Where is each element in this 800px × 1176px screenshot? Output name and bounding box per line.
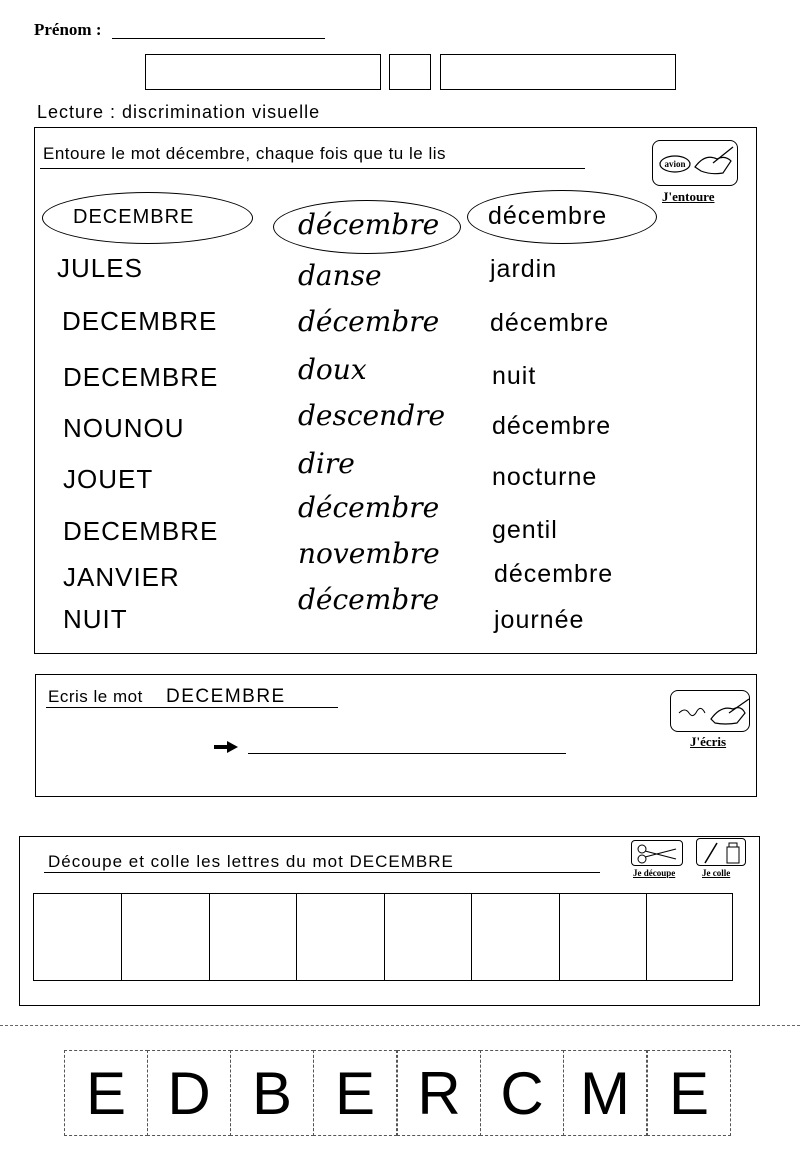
word-col1-1[interactable]: JULES — [57, 253, 143, 283]
letter-tile-4[interactable]: E — [313, 1050, 397, 1136]
exercise-circle-instruction: Entoure le mot décembre, chaque fois que tu le lis — [43, 144, 446, 163]
word-col1-8[interactable]: NUIT — [63, 604, 128, 634]
write-instruction-text: Ecris le mot — [48, 687, 143, 706]
letter-tile-8[interactable]: E — [647, 1050, 731, 1136]
prenom-line[interactable] — [112, 20, 325, 39]
word-col3-3[interactable]: nuit — [492, 362, 537, 390]
exercise-cut-instruction: Découpe et colle les lettres du mot DECEMBRE — [48, 852, 454, 871]
word-col2-6[interactable]: décembre — [298, 491, 440, 524]
write-word-icon — [670, 690, 750, 732]
paste-slot-3[interactable] — [209, 894, 297, 980]
word-col2-1[interactable]: danse — [298, 259, 382, 292]
instruction-underline — [40, 150, 585, 169]
word-col1-6[interactable]: DECEMBRE — [63, 516, 219, 546]
letter-tile-3[interactable]: B — [230, 1050, 314, 1136]
circle-word-icon — [652, 140, 738, 186]
word-col3-1[interactable]: jardin — [490, 255, 558, 283]
word-col2-0[interactable]: décembre — [298, 208, 440, 241]
word-col2-2[interactable]: décembre — [298, 305, 440, 338]
circle-icon-caption: J'entoure — [662, 189, 715, 204]
word-col1-0[interactable]: DECEMBRE — [73, 206, 195, 228]
write-icon-caption: J'écris — [690, 734, 727, 749]
word-col3-5[interactable]: nocturne — [492, 463, 598, 491]
paste-slot-8[interactable] — [646, 894, 734, 980]
word-col1-2[interactable]: DECEMBRE — [62, 306, 218, 336]
glue-icon — [696, 838, 746, 866]
right-arrow-icon — [214, 740, 238, 758]
scissors-icon — [631, 840, 683, 866]
word-col3-0[interactable]: décembre — [488, 202, 608, 230]
word-col2-4[interactable]: descendre — [298, 399, 446, 432]
write-instruction-word: DECEMBRE — [166, 686, 286, 707]
word-col2-3[interactable]: doux — [298, 353, 367, 386]
cut-instruction-underline — [44, 856, 600, 873]
paste-slot-5[interactable] — [384, 894, 472, 980]
date-box-1[interactable] — [145, 54, 381, 90]
letter-tile-6[interactable]: C — [480, 1050, 564, 1136]
letter-tile-2[interactable]: D — [147, 1050, 231, 1136]
letter-tile-1[interactable]: E — [64, 1050, 148, 1136]
write-instruction-underline — [46, 690, 338, 708]
glue-icon-caption: Je colle — [702, 868, 731, 878]
word-col3-7[interactable]: décembre — [494, 560, 614, 588]
word-col2-7[interactable]: novembre — [298, 537, 440, 570]
letter-tile-5[interactable]: R — [397, 1050, 481, 1136]
word-col1-5[interactable]: JOUET — [63, 464, 154, 494]
svg-text:avion: avion — [664, 159, 686, 169]
word-col1-3[interactable]: DECEMBRE — [63, 362, 219, 392]
paste-slot-1[interactable] — [34, 894, 122, 980]
word-col3-2[interactable]: décembre — [490, 309, 610, 337]
letter-tile-7[interactable]: M — [563, 1050, 647, 1136]
prenom-label: Prénom : — [34, 20, 102, 39]
cut-line — [0, 1025, 800, 1026]
word-col3-4[interactable]: décembre — [492, 412, 612, 440]
write-answer-line[interactable] — [248, 734, 566, 754]
word-col2-5[interactable]: dire — [298, 447, 355, 480]
letter-tiles — [64, 1050, 732, 1136]
word-col1-4[interactable]: NOUNOU — [63, 413, 185, 443]
word-col2-8[interactable]: décembre — [298, 583, 440, 616]
paste-slot-4[interactable] — [296, 894, 384, 980]
page-title: Lecture : discrimination visuelle — [37, 102, 321, 122]
paste-slot-6[interactable] — [471, 894, 559, 980]
date-box-2[interactable] — [389, 54, 431, 90]
word-col3-8[interactable]: journée — [494, 606, 585, 634]
date-box-3[interactable] — [440, 54, 676, 90]
cut-icon-caption: Je découpe — [633, 868, 676, 878]
word-col1-7[interactable]: JANVIER — [63, 562, 180, 592]
word-col3-6[interactable]: gentil — [492, 516, 558, 544]
paste-slot-2[interactable] — [121, 894, 209, 980]
paste-grid — [33, 893, 733, 981]
paste-slot-7[interactable] — [559, 894, 647, 980]
